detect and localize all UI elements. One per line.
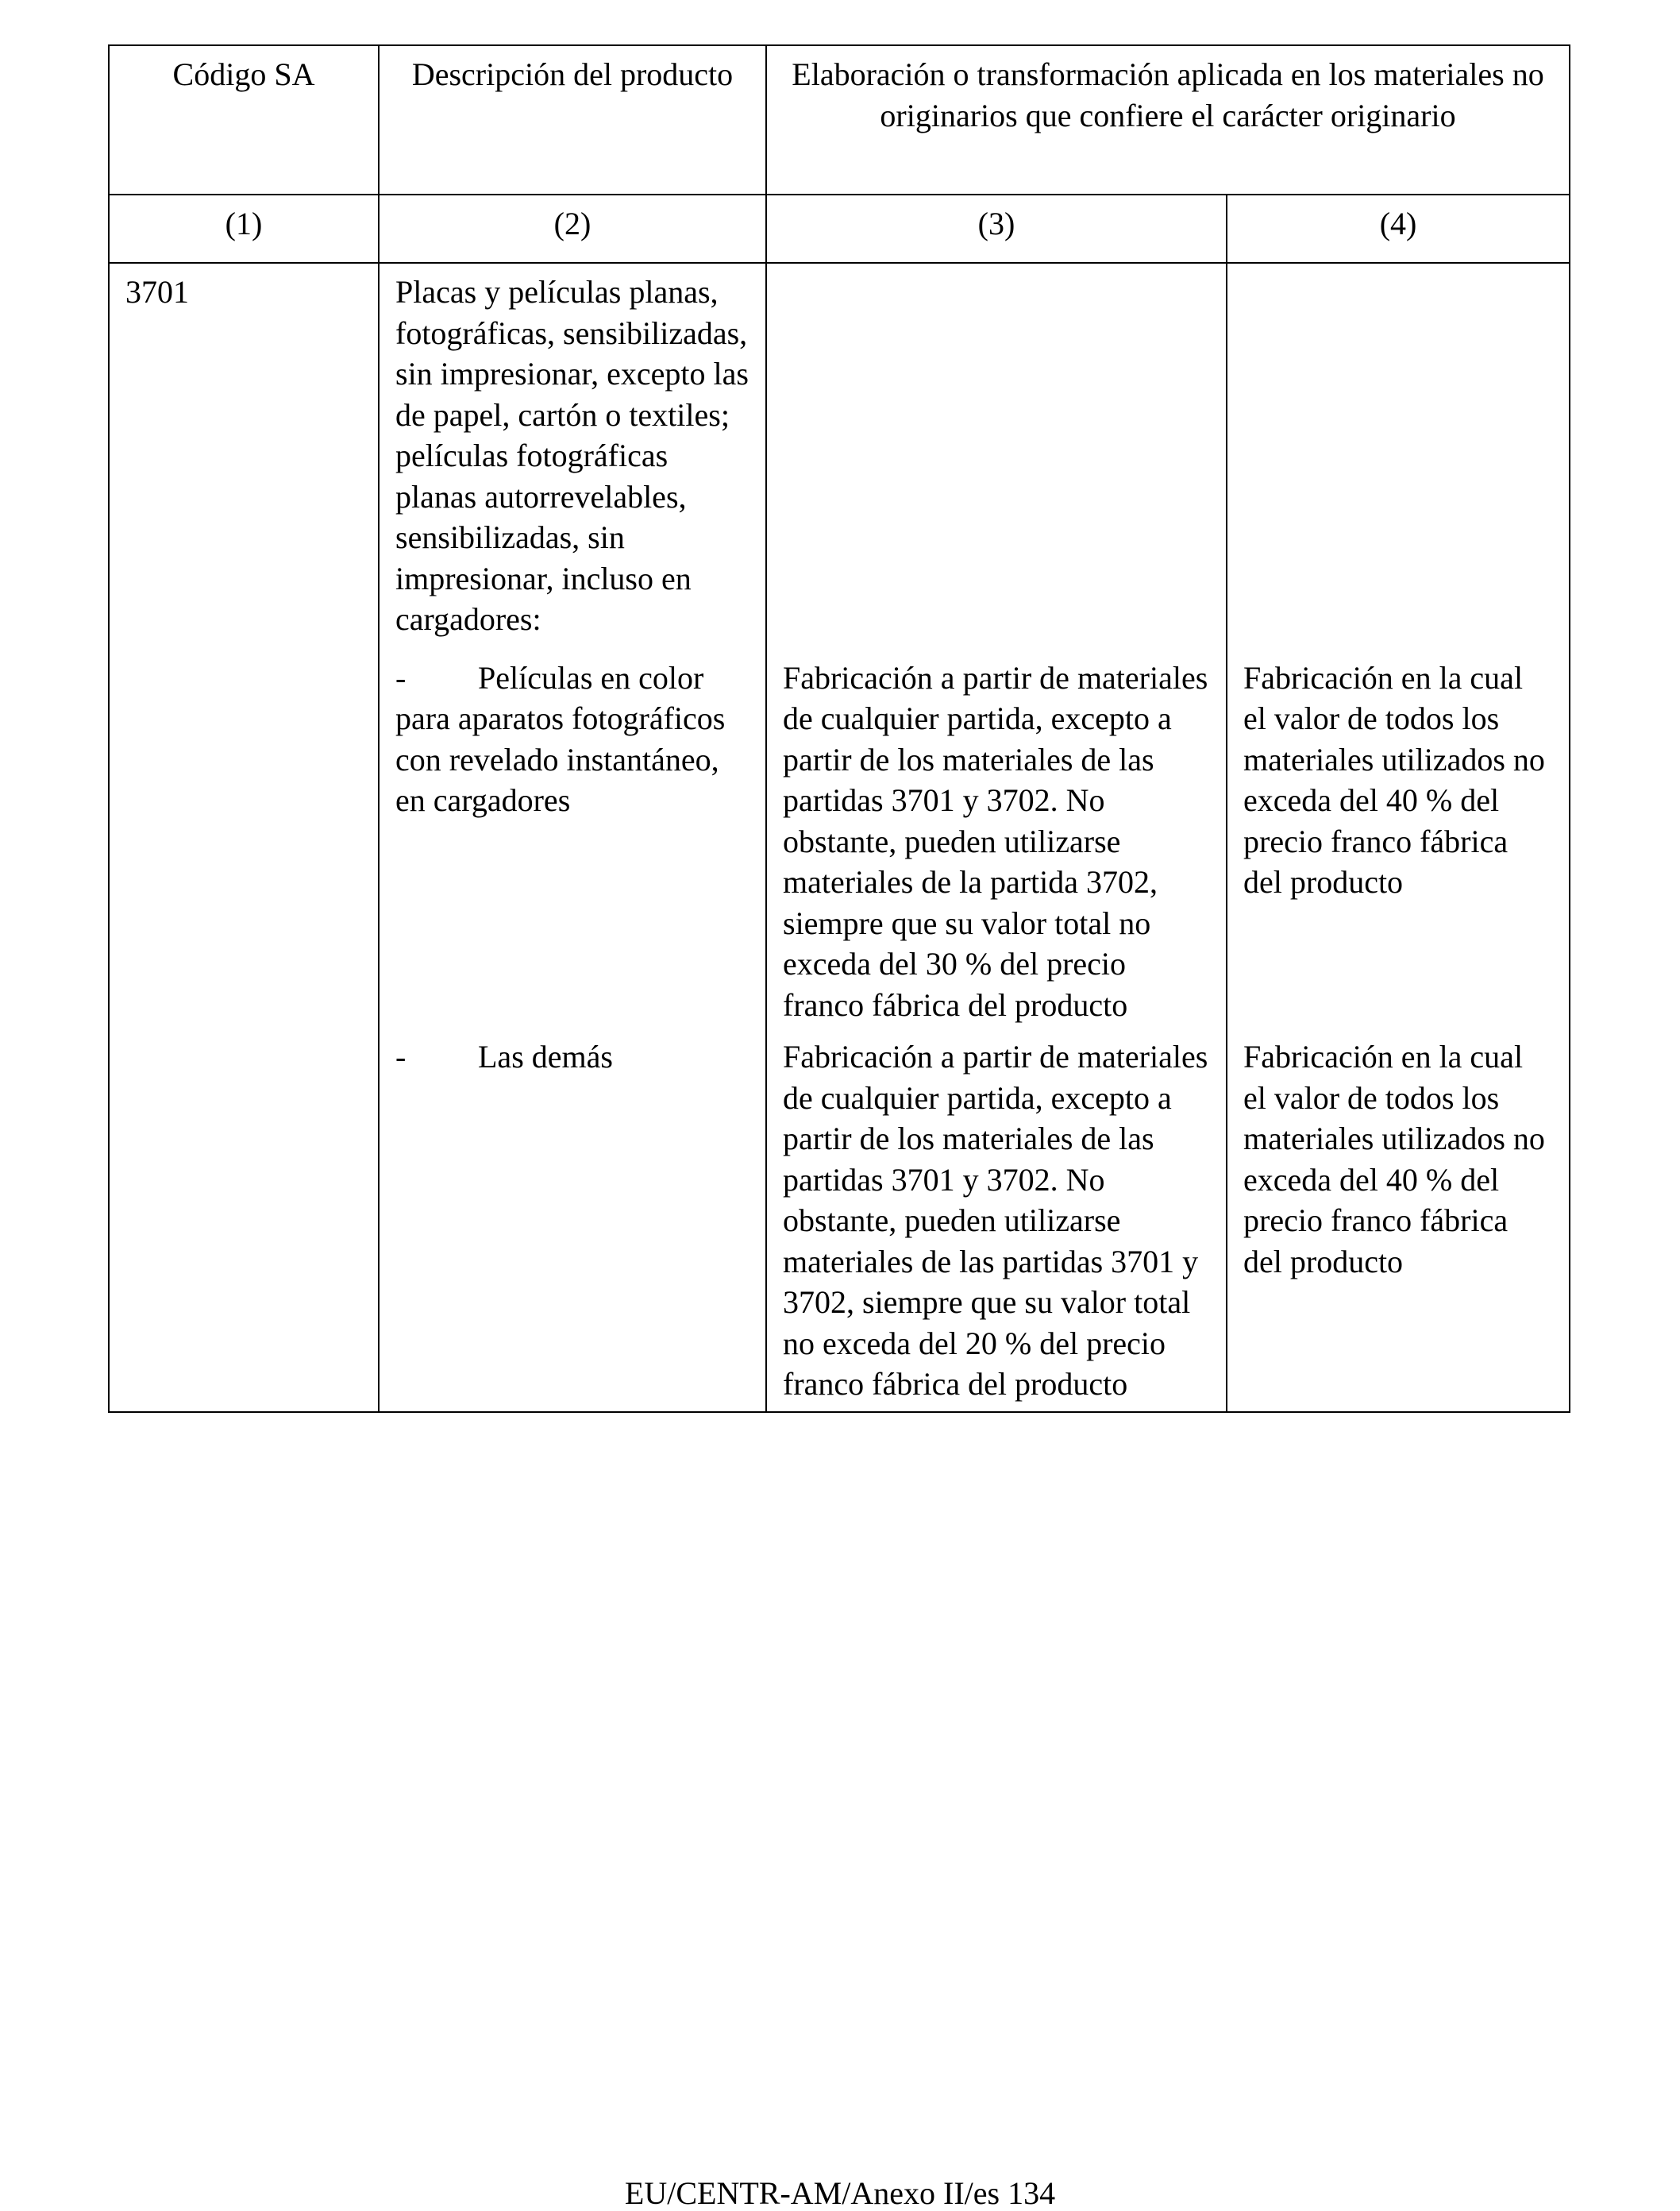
table-header-row [109,45,1570,195]
empty-cell [109,646,379,1026]
header-product-description: Descripción del producto [379,45,766,195]
dash-marker: - [395,1039,407,1075]
subheading-description: Las demás [478,1039,613,1075]
dash-marker: - [395,659,407,696]
rule-col4-text: Fabricación en la cual el valor de todos los materiales utilizados no exceda del 40 % del precio franco fábrica del producto [1243,659,1545,900]
header-working-processing: Elaboración o transformación aplicada en los materiales no originarios que confiere el carácter originario [766,45,1570,195]
rule-col4-cell [1227,646,1570,1026]
rule-col3-cell [766,646,1227,1026]
table-row-heading [109,263,1570,646]
subheading-description-cell [379,1025,766,1412]
table-row [109,646,1570,1026]
column-number-1: (1) [109,195,379,263]
subheading-description: Películas en color para aparatos fotográficos con revelado instantáneo, en cargadores [395,659,726,818]
empty-cell [1227,263,1570,646]
rules-of-origin-table [108,44,1570,1413]
heading-description-cell: Placas y películas planas, fotográficas, sensibilizadas, sin impresionar, excepto las de papel, cartón o textiles; películas fotográficas planas autorrevelables, sensibilizadas, sin impresionar, incluso en cargadores: [379,263,766,646]
rule-col3-cell [766,1025,1227,1412]
table-row [109,1025,1570,1412]
rule-col3-text: Fabricación a partir de materiales de cualquier partida, excepto a partir de los materiales de las partidas 3701 y 3702. No obstante, pueden utilizarse materiales de las partidas 3701 y 3702, siempre que su valor total no exceda del 20 % del precio franco fábrica del producto [783,1039,1208,1402]
column-number-4: (4) [1227,195,1570,263]
column-number-row [109,195,1570,263]
rule-col3-text: Fabricación a partir de materiales de cualquier partida, excepto a partir de los materiales de las partidas 3701 y 3702. No obstante, pueden utilizarse materiales de la partida 3702, siempre que su valor total no exceda del 30 % del precio franco fábrica del producto [783,659,1208,1023]
rule-col4-text: Fabricación en la cual el valor de todos los materiales utilizados no exceda del 40 % del precio franco fábrica del producto [1243,1039,1545,1279]
subheading-description-cell [379,646,766,1026]
column-number-3: (3) [766,195,1227,263]
hs-code-cell: 3701 [109,263,379,646]
column-number-2: (2) [379,195,766,263]
empty-cell [109,1025,379,1412]
rule-col4-cell [1227,1025,1570,1412]
header-hs-code: Código SA [109,45,379,195]
empty-cell [766,263,1227,646]
page-footer-reference: EU/CENTR-AM/Anexo II/es 134 [624,2175,1056,2211]
